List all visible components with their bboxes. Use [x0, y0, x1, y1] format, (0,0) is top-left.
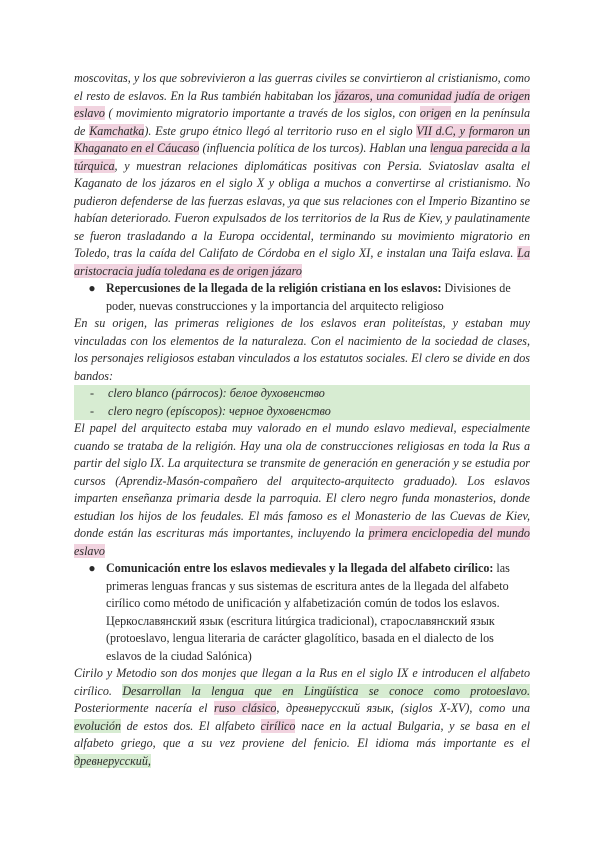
dash-item-clero-blanco: [74, 385, 530, 403]
paragraph-religiones: En su origen, las primeras religiones de los eslavos eran politeístas, y estaban muy vinculadas con los elementos de la naturaleza. Con el nacimiento de la sociedad de clases, los personajes religiosos estaban vinculados a los estatutos sociales. El clero se divide en dos bandos:: [74, 316, 530, 383]
highlight-pink: primera enciclopedia del mundo eslavo: [74, 526, 530, 558]
document-body: [74, 70, 530, 770]
highlight-pink: cirílico: [260, 718, 296, 733]
highlight-green: Desarrollan la lengua que en Lingüística se conoce como protoeslavo.: [122, 683, 530, 698]
highlight-pink: jázaros, una comunidad judía de origen eslavo: [74, 88, 530, 120]
dash-text: clero blanco (párrocos): белое духовенство: [108, 386, 325, 400]
text-run: ( movimiento migratorio importante a través de los siglos, con: [104, 106, 420, 120]
text-run: , древнерусский язык, (siglos X-XV), como una: [276, 701, 530, 715]
dash-item-clero-negro: [74, 403, 530, 421]
text-run: , y muestran relaciones diplomáticas positivas con Persia. Sviatoslav asalta el Kaganato de los jázaros en el siglo X y obliga a muchos a convertirse al cristianismo. No pudieron defenderse de las fuerzas eslavas, ya que sus relaciones con el Imperio Bizantino se habían deteriorado. Fueron expulsados de los territorios de la Rus de Kiev, y paulatinamente se fueron trasladando a la Europa occidental, terminando su movimiento migratorio en Toledo, tras la caída del Califato de Córdoba en el siglo XI, e instalan una Taifa eslava.: [74, 158, 530, 260]
text-run: El papel del arquitecto estaba muy valorado en el mundo eslavo medieval, especialmente cuando se trataba de la religión. Hay una ola de construcciones religiosas en toda la Rus a partir del siglo IX. La arquitectura se transmite de generación en generación y se estudia por cursos (Aprendiz-Masón-compañero del arquitecto-arquitecto graduado). Los eslavos imparten enseñanza primaria desde la parroquia. El clero negro funda monasterios, donde estudian los hijos de los feudales. El más famoso es el Monasterio de las Cuevas de Kiev, donde están las escrituras más importantes, incluyendo la: [74, 421, 530, 540]
bullet-rest: las primeras lenguas francas y sus sistemas de escritura antes de la llegada del alfabeto cirílico como método de unificación y alfabetización común de todos los eslavos. Церкославянский язык (escritura litúrgica tradicional), старославянский язык (protoeslavo, lengua literaria de carácter glagolítico, basada en el dialecto de los eslavos de la ciudad Salónica): [106, 561, 510, 663]
paragraph-cirilo: [74, 665, 530, 770]
bullet-item-religion: [74, 280, 530, 315]
text-run: Cirilo y Metodio son dos monjes que llegan a la Rus en el siglo IX e introducen el alfabeto cirílico.: [74, 666, 530, 698]
bullet-icon: ●: [88, 281, 96, 295]
bullet-icon: ●: [88, 561, 96, 575]
highlight-pink: lengua parecida a la túrquica: [74, 141, 531, 173]
bullet-heading: Repercusiones de la llegada de la religión cristiana en los eslavos:: [106, 281, 442, 295]
text-run: (influencia política de los turcos). Hablan una: [199, 141, 430, 155]
text-run: nace en la actual Bulgaria, y se basa en el alfabeto griego, que a su vez proviene del fenicio. El idioma más importante es el: [74, 718, 531, 750]
text-run: moscovitas, y los que sobrevivieron a las guerras civiles se convirtieron al cristianismo, como el resto de eslavos. En la Rus también habitaban los: [74, 71, 530, 103]
bullet-rest: Divisiones de poder, nuevas construcciones y la importancia del arquitecto religioso: [106, 281, 511, 313]
highlight-green: evolución: [74, 718, 122, 733]
text-run: Posteriormente nacería el: [74, 701, 215, 715]
highlight-green: древнерусский,: [74, 753, 151, 768]
dash-marker: -: [90, 386, 95, 400]
highlight-pink: origen: [419, 106, 452, 120]
dash-marker: -: [90, 403, 95, 418]
text-run: en la península de: [74, 106, 531, 138]
text-run: de estos dos. El alfabeto: [121, 718, 261, 733]
highlight-pink: Kamchatka: [89, 123, 145, 138]
dash-text: clero negro (epíscopos): черное духовенство: [108, 403, 331, 418]
highlight-pink: VII d.C, y formaron un Khaganato en el Cáucaso: [74, 123, 530, 155]
paragraph-jazaros: [74, 70, 530, 280]
highlight-pink: ruso clásico: [214, 701, 277, 715]
bullet-item-alfabeto: [74, 560, 530, 665]
bullet-text: [106, 560, 530, 665]
paragraph-arquitecto: [74, 420, 530, 560]
text-run: ). Este grupo étnico llegó al territorio ruso en el siglo: [144, 123, 417, 138]
bullet-text: [106, 280, 530, 315]
bullet-heading: Comunicación entre los eslavos medievales y la llegada del alfabeto cirílico:: [106, 561, 494, 575]
highlight-pink: La aristocracia judía toledana es de origen jázaro: [74, 246, 530, 278]
